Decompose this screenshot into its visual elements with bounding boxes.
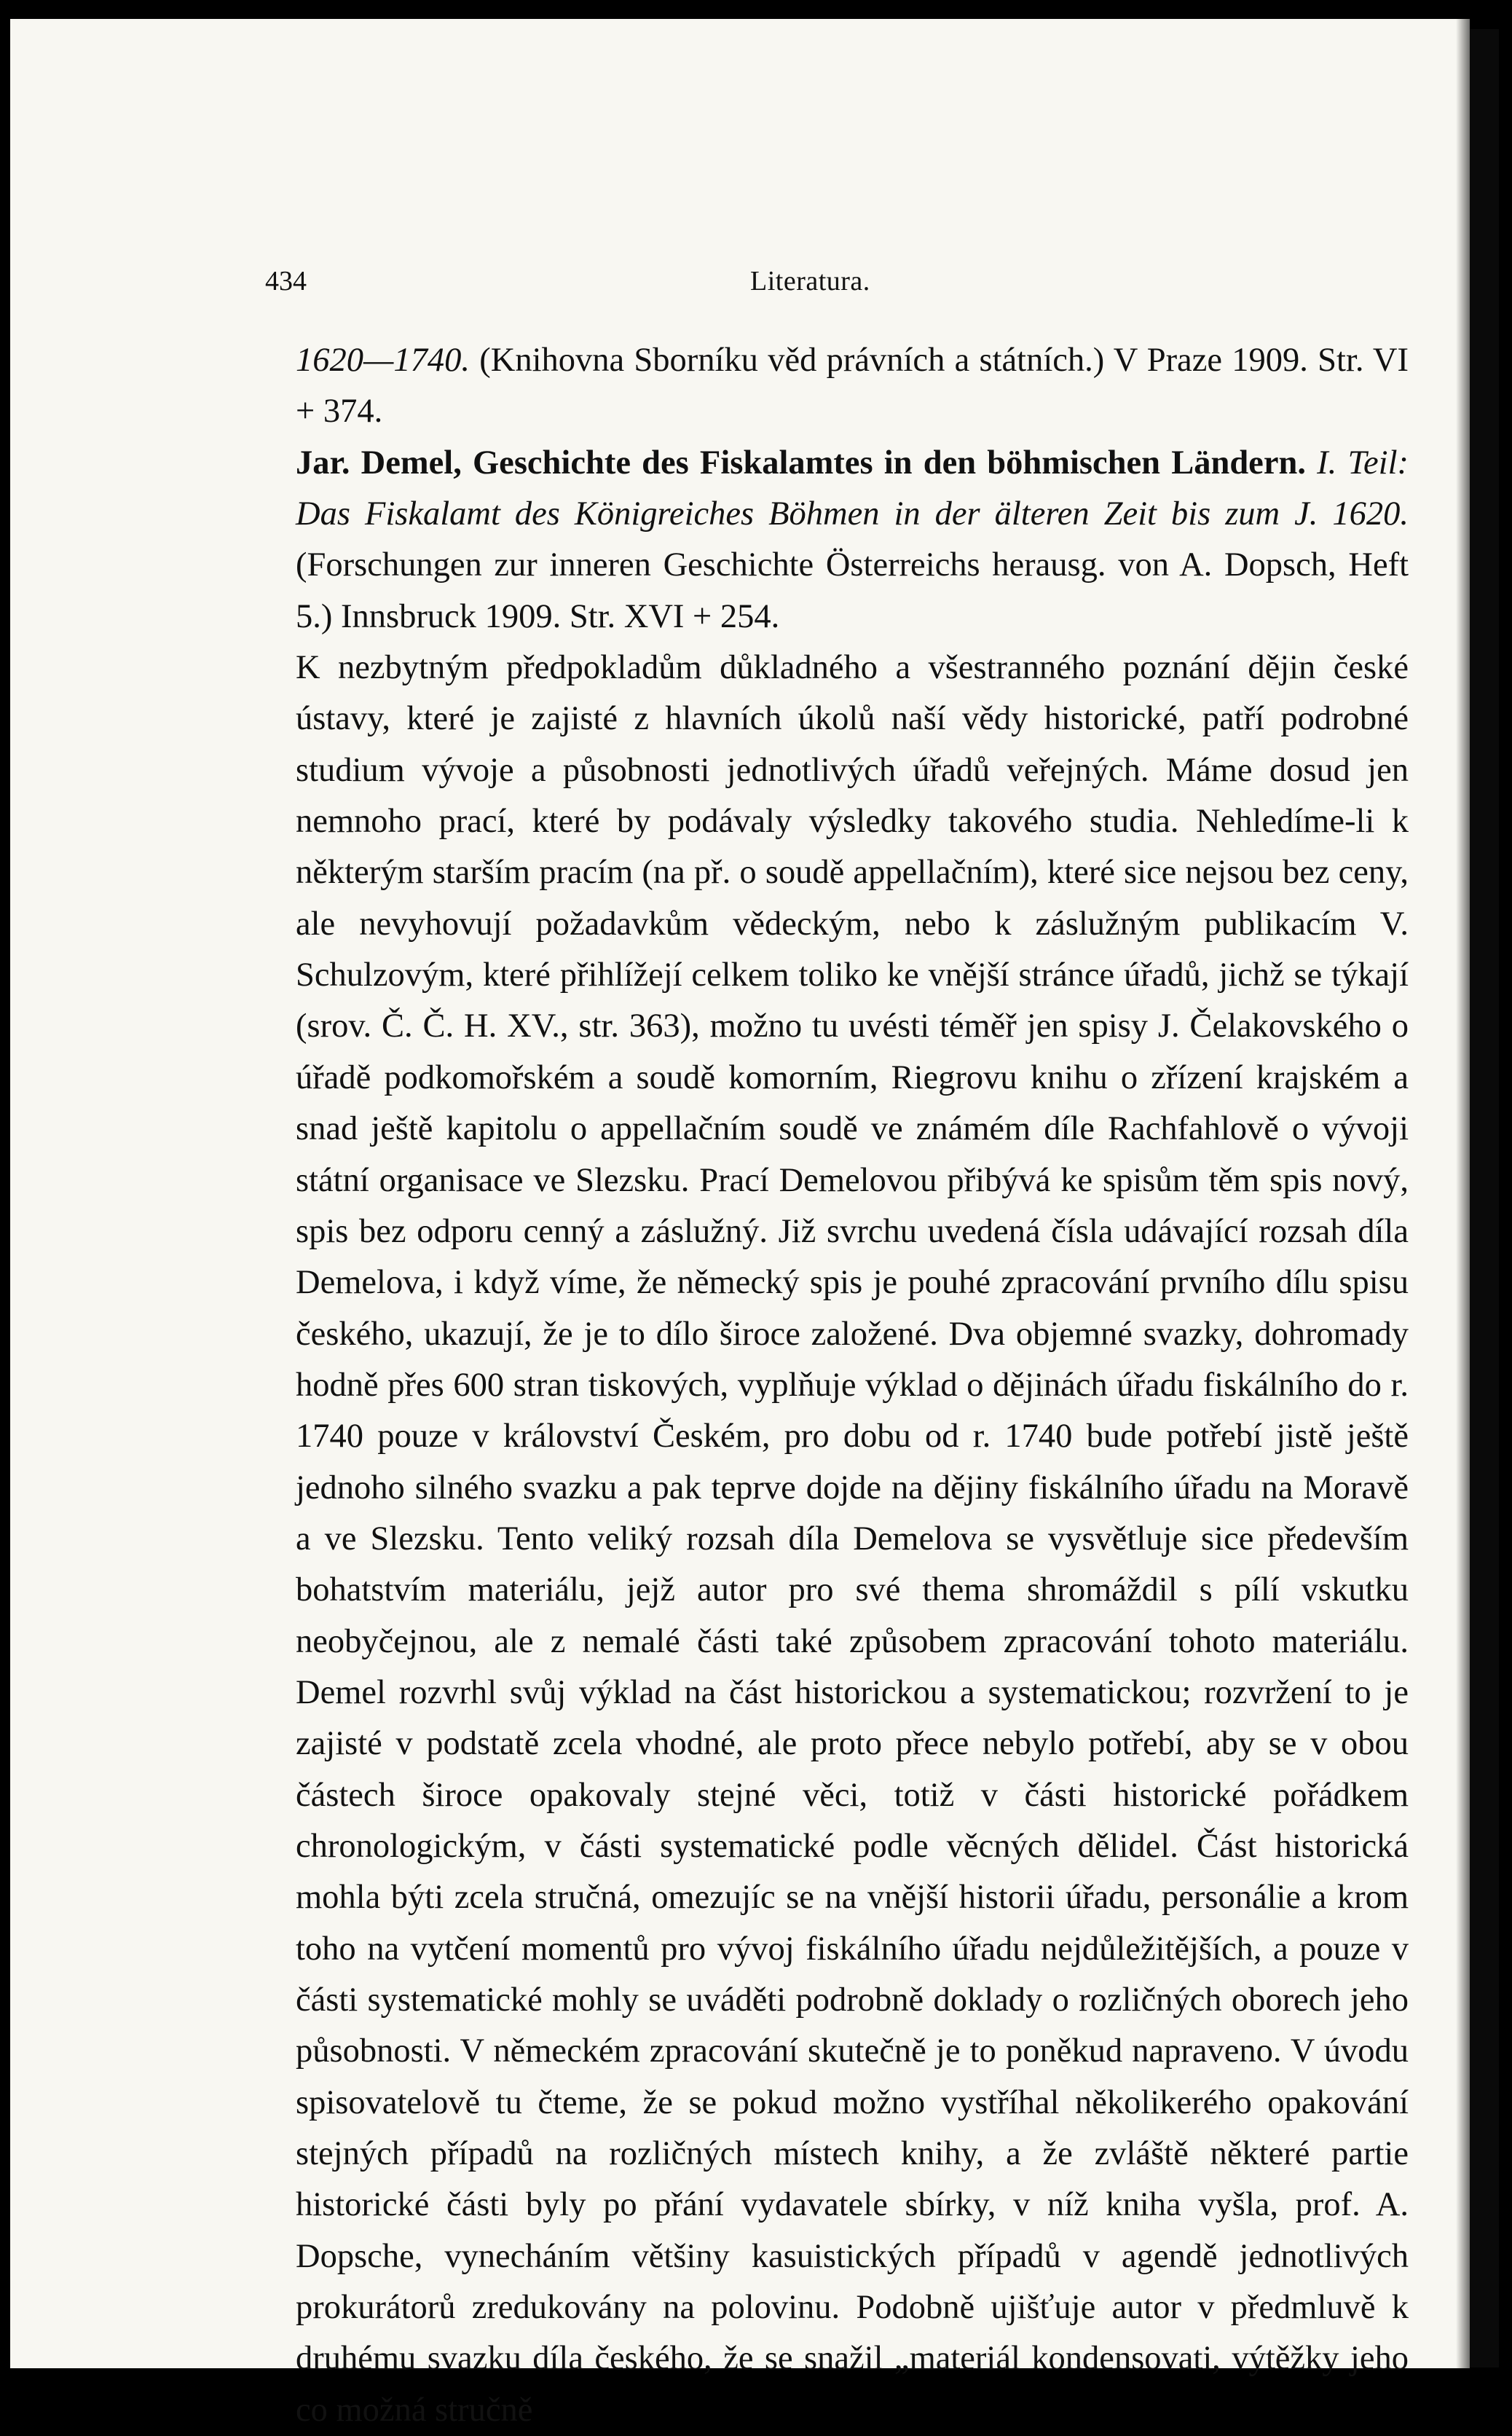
entry-author-title: Jar. Demel, Geschichte des Fiskalamtes in den böhmischen Ländern. [296,444,1306,482]
page-number: 434 [265,266,307,296]
entry-rest: (Knihovna Sborníku věd právních a státních.) V Praze 1909. Str. VI + 374. [296,342,1409,431]
entry-subtitle: I. Teil: Das Fiskalamt des Königreiches Böhmen in der älteren Zeit bis zum J. 1620. [296,444,1409,533]
review-paragraph: K nezbytným předpokladům důkladného a všestranného poznání dějin české ústavy, které je zajisté z hlavních úkolů naší vědy historické, patří podrobné studium vývoje a působnosti jednotlivých úřadů veřejných. Máme dosud jen nemnoho prací, které by podávaly výsledky takového studia. Nehledíme-li k některým starším pracím (na př. o soudě appellačním), které sice nejsou bez ceny, ale nevyhovují požadavkům vědeckým, nebo k záslužným publikacím V. Schulzovým, které přihlížejí celkem toliko ke vnější stránce úřadů, jichž se týkají (srov. Č. Č. H. XV., str. 363), možno tu uvésti téměř jen spisy J. Čelakovského o úřadě podkomořském a soudě komorním, Riegrovu knihu o zřízení krajském a snad ještě kapitolu o appellačním soudě ve známém díle Rachfahlově o vývoji státní organisace ve Slezsku. Prací Demelovou přibývá ke spisům těm spis nový, spis bez odporu cenný a záslužný. Již svrchu uvedená čísla udávající rozsah díla Demelova, i když víme, že německý spis je pouhé zpracování prvního dílu spisu českého, ukazují, že je to dílo široce založené. Dva objemné svazky, dohromady hodně přes 600 stran tiskových, vyplňuje výklad o dějinách úřadu fiskálního do r. 1740 pouze v království Českém, pro dobu od r. 1740 bude potřebí jistě ještě jednoho silného svazku a pak teprve dojde na dějiny fiskálního úřadu na Moravě a ve Slezsku. Tento veliký rozsah díla Demelova se vysvětluje sice především bohatstvím materiálu, jejž autor pro své thema shromáždil s pílí vskutku neobyčejnou, ale z nemalé části také způsobem zpracování tohoto materiálu. Demel rozvrhl svůj výklad na část historickou a systematickou; rozvržení to je zajisté v podstatě zcela vhodné, ale proto přece nebylo potřebí, aby se v obou částech široce opakovaly stejné věci, totiž v části historické pořádkem chronologickým, v části systematické podle věcných dělidel. Část historická mohla býti zcela stručná, omezujíc se na vnější historii úřadu, personálie a krom toho na vytčení momentů pro vývoj fiskálního úřadu nejdůležitějších, a pouze v části systematické mohly se uváděti podrobně doklady o rozličných oborech jeho působnosti. V německém zpracování skutečně je to poněkud napraveno. V úvodu spisovatelově tu čteme, že se pokud možno vystříhal několikerého opakování stejných případů na rozličných místech knihy, a že zvláště některé partie historické části byly po přání vydavatele sbírky, v níž kniha vyšla, prof. A. Dopsche, vynecháním většiny kasuistických případů v agendě jednotlivých prokurátorů zredukovány na polovinu. Podobně ujišťuje autor v předmluvě k druhému svazku díla českého, že se snažil „materiál kondensovati, výtěžky jeho co možná stručně [296,649,1409,2429]
running-title: Literatura. [750,266,870,296]
bibliographic-entry-2 [296,438,1409,643]
gutter-shadow [1456,19,1470,2368]
entry-publication: (Forschungen zur inneren Geschichte Österreichs herausg. von A. Dopsch, Heft 5.) Innsbruck 1909. Str. XVI + 254. [296,546,1409,635]
page-header [265,265,1409,309]
text-block [296,335,1409,2436]
entry-years: 1620—1740. [296,342,470,379]
page-edge-shadow [1470,29,1499,2368]
bibliographic-entry-1 [296,335,1409,438]
